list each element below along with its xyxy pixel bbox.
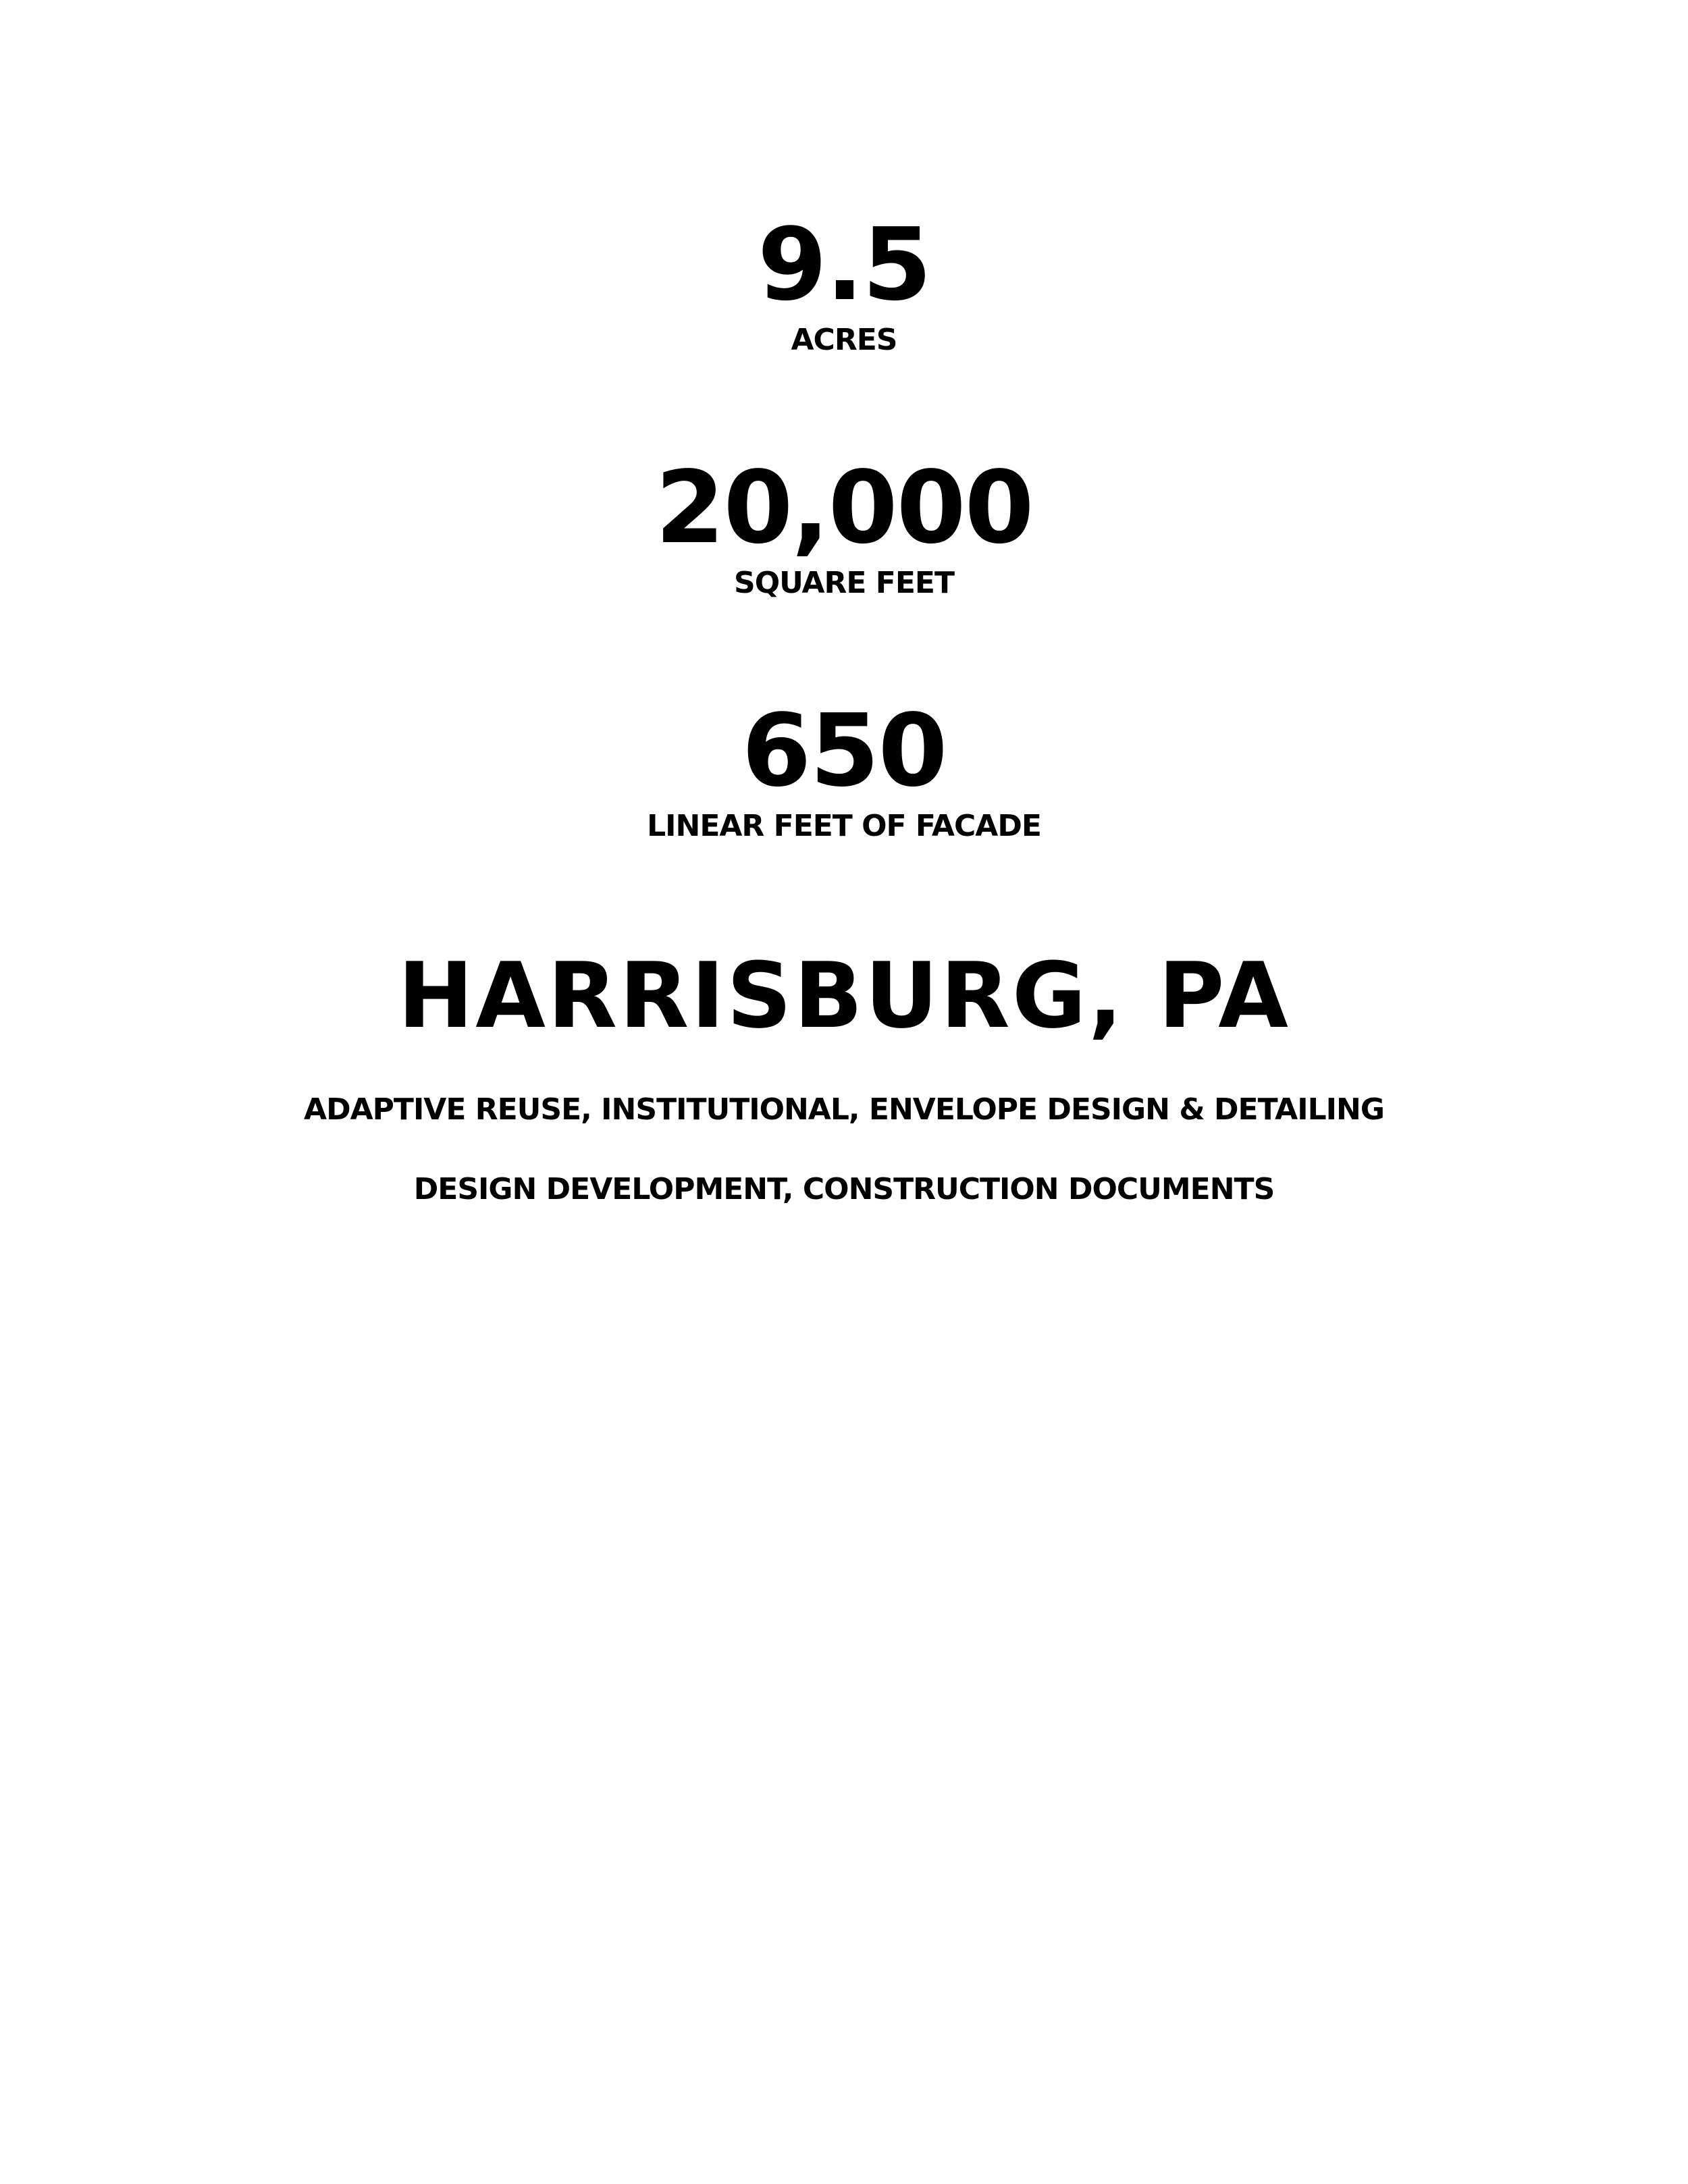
stat-unit-facade: LINEAR FEET OF FACADE	[647, 809, 1041, 843]
project-types: ADAPTIVE REUSE, INSTITUTIONAL, ENVELOPE DESIGN & DETAILING	[304, 1092, 1384, 1127]
stat-unit-square-feet: SQUARE FEET	[734, 566, 954, 600]
project-phases: DESIGN DEVELOPMENT, CONSTRUCTION DOCUMENTS	[413, 1172, 1275, 1206]
stat-value-square-feet: 20,000	[655, 450, 1033, 566]
stat-unit-acres: ACRES	[791, 323, 897, 357]
project-location: HARRISBURG, PA	[398, 943, 1290, 1048]
stat-value-acres: 9.5	[757, 207, 931, 323]
stat-value-facade: 650	[741, 693, 947, 809]
